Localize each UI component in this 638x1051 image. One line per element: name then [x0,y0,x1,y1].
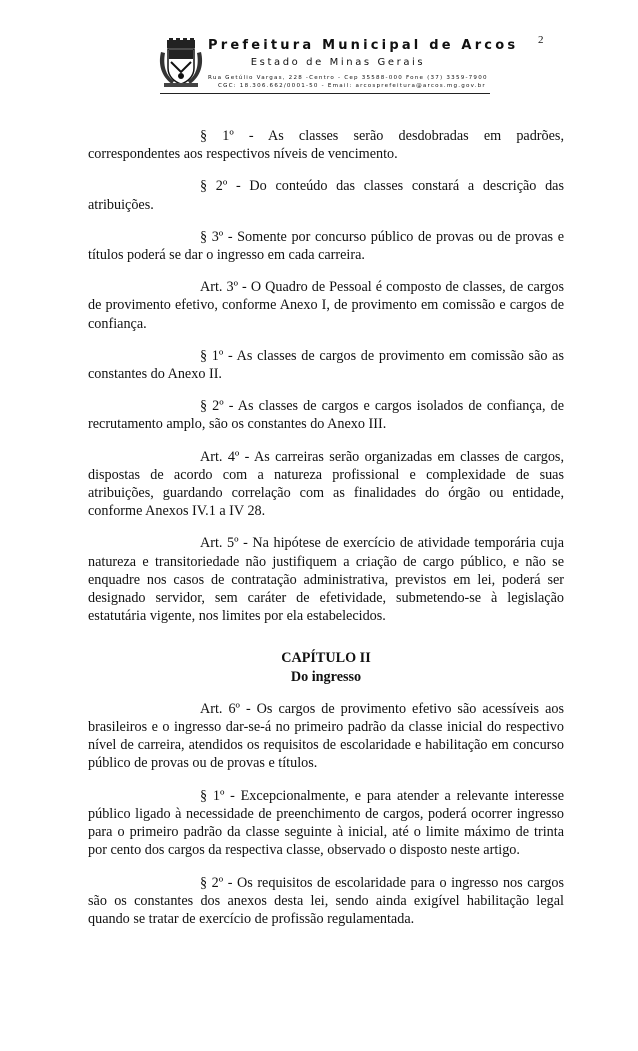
header-address: Rua Getúlio Vargas, 228 -Centro - Cep 35588-000 Fone (37) 3359-7900 [208,75,488,81]
paragraph: Art. 6º - Os cargos de provimento efetivo são acessíveis aos brasileiros e o ingresso dar-se-á no primeiro padrão da classe inicial do respectivo nível de carreira, atendidos os requisitos de escolaridade e habilitação em concurso público de provas ou de provas e títulos. [88,700,564,772]
letterhead [150,30,519,98]
header-state: Estado de Minas Gerais [250,57,426,68]
header-title: Prefeitura Municipal de Arcos [208,38,519,53]
paragraph: § 1º - As classes serão desdobradas em padrões, correspondentes aos respectivos níveis de vencimento. [88,128,564,163]
paragraph: § 3º - Somente por concurso público de provas ou de provas e títulos poderá se dar o ingresso em cada carreira. [88,228,564,264]
chapter-subtitle: Do ingresso [290,668,362,685]
chapter-title: CAPÍTULO II [281,650,371,667]
paragraph: § 2º - Os requisitos de escolaridade para o ingresso nos cargos são os constantes dos anexos desta lei, sendo ainda exigível habilitação legal quando se tratar de exercício de profissão regulamentada. [88,874,564,927]
header-divider [160,93,490,94]
paragraph: § 1º - Excepcionalmente, e para atender a relevante interesse público ligado à necessidade de preenchimento de cargos, poderá ocorrer ingresso para o primeiro padrão da classe seguinte à inicial, até o limite máximo de trinta por cento dos cargos da respectiva classe, observado o disposto neste artigo. [88,787,564,859]
paragraph: § 2º - As classes de cargos e cargos isolados de confiança, de recrutamento amplo, são os constantes do Anexo III. [88,398,564,433]
document-body [88,127,564,942]
paragraph: § 1º - As classes de cargos de provimento em comissão são as constantes do Anexo II. [88,347,564,383]
paragraph: Art. 5º - Na hipótese de exercício de atividade temporária cuja natureza e transitoriedade não justifiquem a criação de cargo público, e não se enquadre nos casos de contratação administrativa, previstos em lei, poderá ser designado servidor, sem caráter de efetividade, submetendo-se à legislação estatutária vigente, nos limites por ela estabelecidos. [88,535,564,625]
paragraph: Art. 4º - As carreiras serão organizadas em classes de cargos, dispostas de acordo com a natureza profissional e complexidade de suas atribuições, guardando correlação com as finalidades do órgão ou entidade, conforme Anexos IV.1 a IV 28. [88,448,564,520]
paragraph: § 2º - Do conteúdo das classes constará a descrição das atribuições. [88,178,564,213]
paragraph: Art. 3º - O Quadro de Pessoal é composto de classes, de cargos de provimento efetivo, conforme Anexo I, de provimento em comissão e cargos de confiança. [88,279,564,332]
page-number: 2 [538,34,544,46]
header-cgc: CGC: 18.306.662/0001-50 - Email: arcosprefeitura@arcos.mg.gov.br [218,83,486,89]
coat-of-arms-icon [158,38,204,88]
chapter-heading [88,649,564,685]
